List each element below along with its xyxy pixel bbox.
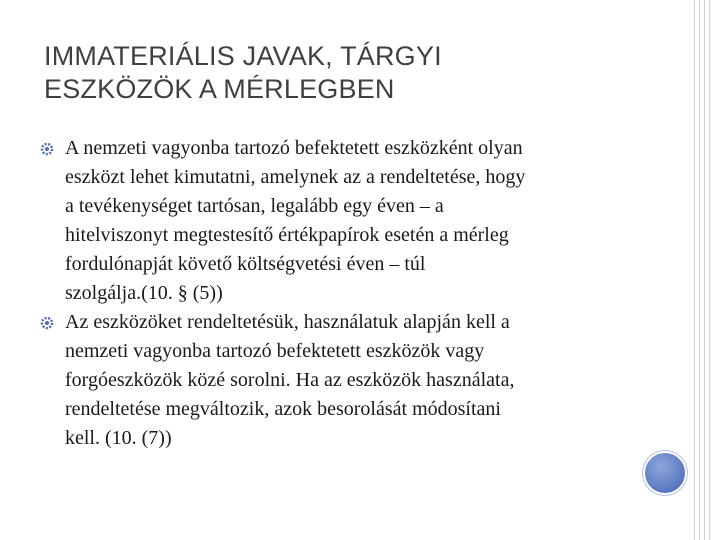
gear-icon [40,142,54,156]
bullet-text-line: forgóeszközök közé sorolni. Ha az eszközök használata, [65,369,515,391]
circle-orb-decoration [642,450,688,496]
bullet-text-line: a tevékenységet tartósan, legalább egy éven – a [65,195,444,217]
bullet-text-line: hitelviszonyt megtestesítő értékpapírok esetén a mérleg [65,224,509,246]
bullet-text-line: fordulónapját követő költségvetési éven – túl [65,253,426,275]
slide-body [40,134,630,453]
bullet-text-line: eszközt lehet kimutatni, amelynek az a rendeltetése, hogy [65,166,526,188]
bullet-item [40,308,630,453]
rail-line [709,0,710,540]
rail-line [699,0,700,540]
bullet-item [40,134,630,308]
slide-title: IMMATERIÁLIS JAVAK, TÁRGYI ESZKÖZÖK A MÉRLEGBEN [44,41,442,104]
bullet-text-line: szolgálja.(10. § (5)) [65,282,223,304]
bullet-text-line: A nemzeti vagyonba tartozó befektetett eszközként olyan [65,137,523,159]
rail-line [704,0,705,540]
bullet-text-line: kell. (10. (7)) [65,427,172,449]
bullet-text-line: nemzeti vagyonba tartozó befektetett eszközök vagy [65,340,485,362]
gear-icon [40,316,54,330]
rail-line [694,0,695,540]
bullet-text-line: Az eszközöket rendeltetésük, használatuk alapján kell a [65,311,510,333]
bullet-text-line: rendeltetése megváltozik, azok besorolását módosítani [65,398,501,420]
